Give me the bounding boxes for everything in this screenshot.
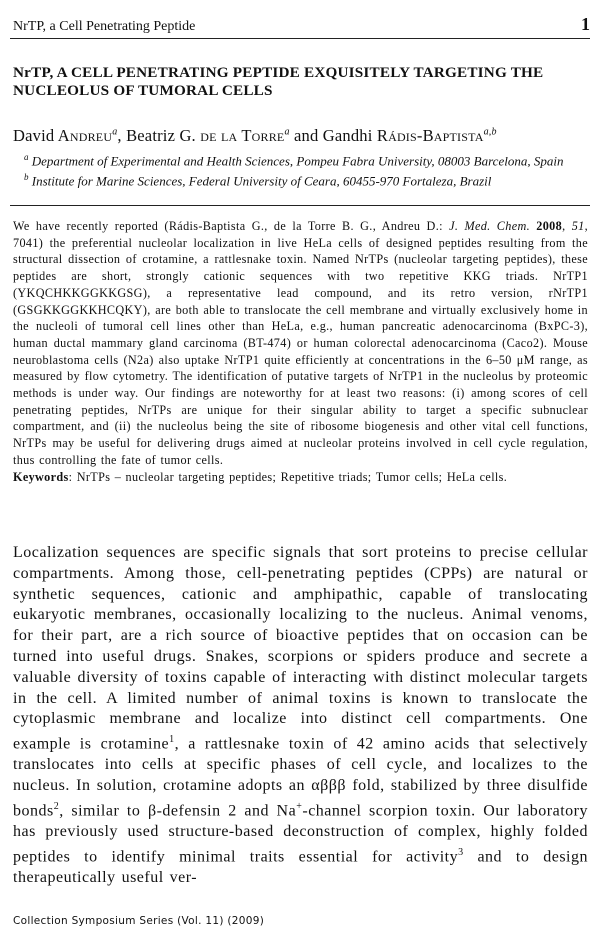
reference-3: 3 (458, 846, 464, 858)
affiliation-a: $^a$ Department of Experimental and Health Sciences, Pompeu Fabra University, 08003 Barcelona, Spain (24, 152, 564, 169)
author: Gandhi Rádis-Baptista$^{a,b}$ (322, 126, 497, 145)
running-head-title: NrTP, a Cell Penetrating Peptide (13, 19, 196, 34)
abstract: We have recently reported (Rádis-Baptista G., de la Torre B. G., Andreu D.: J. Med. Chem. 2008, 51, 7041) the preferential nucleolar localization in live HeLa cells of designed peptides resulting from the structural dissection of crotamine, a rattlesnake toxin. Named NrTPs (nucleolar targeting peptides), these peptides are short, strongly cationic sequences with two repetitive KKG triads. NrTP1 (YKQCHKKGGKKGSG), a representative lead compound, and its retro version, rNrTP1 (GSGKKGGKKHCQKY), are both able to translocate the cell membrane and virtually exclusively home in the nucleoli of tumoral cell lines other than HeLa, e.g., human pancreatic adenocarcinoma (BxPC-3), human ductal mammary gland carcinoma (BT-474) or human colorectal adenocarcinoma (Caco2). Mouse neuroblastoma cells (N2a) also uptake NrTP1 quite efficiently at concentrations in the 6–50 μM range, as measured by flow cytometry. The identification of putative targets of NrTP1 in the nucleolus by proteomic methods is under way. Our findings are noteworthy for at least two reasons: (i) among scores of cell penetrating peptides, NrTPs are unique for their singular ability to target a specific subnuclear compartment, and (ii) the nucleolus being the site of ribosome biogenesis and other vital cell functions, NrTPs may be useful for delivering drugs aimed at nucleolar proteins involved in cell cycle regulation, thus controlling the fate of tumor cells. Keywords: NrTPs – nucleolar targeting peptides; Repetitive triads; Tumor cells; HeLa cells. (13, 219, 588, 484)
article-title: NrTP, A CELL PENETRATING PEPTIDE EXQUISITELY TARGETING THE NUCLEOLUS OF TUMORAL CELLS (13, 64, 544, 99)
author-list: David Andreu$^a$, Beatriz G. de la Torre$^a$ and Gandhi Rádis-Baptista$^{a,b}$ (13, 126, 497, 145)
section-divider (10, 205, 590, 206)
header-divider (10, 38, 590, 39)
keywords: : NrTPs – nucleolar targeting peptides; Repetitive triads; Tumor cells; HeLa cells. (68, 469, 508, 484)
author: David Andreu$^a$ (13, 126, 118, 145)
reference-2: 2 (53, 800, 60, 812)
keywords-label: Keywords (13, 469, 69, 484)
body-paragraph: Localization sequences are specific signals that sort proteins to precise cellular compartments. Among those, cell-penetrating peptides (CPPs) are natural or synthetic sequences, cationic and amphipathic, capable of translocating eukaryotic membranes, occasionally localizing to the nucleus. Animal venoms, for their part, are a rich source of bioactive peptides that on occasion can be turned into useful drugs. Snakes, scorpions or spiders produce and secrete a valuable diversity of toxins capable of interacting with distinct molecular targets in the cell. A limited number of animal toxins is known to translocate the cytoplasmic membrane and localize into distinct cell compartments. One example is crotamine$^1$, a rattlesnake toxin of 42 amino acids that selectively translocates into cells at specific phases of cell cycle, and localizes to the nucleus. In solution, crotamine adopts an αβββ fold, stabilized by three disulfide bonds$^2$, similar to β-defensin 2 and Na+-channel scorpion toxin. Our laboratory has previously used structure-based deconstruction of complex, highly folded peptides to identify minimal traits essential for activity$^3$ and to design therapeutically useful ver- (13, 544, 589, 886)
running-head (13, 14, 590, 35)
author: Beatriz G. de la Torre$^a$ (126, 126, 290, 145)
affiliation-b: $^b$ Institute for Marine Sciences, Federal University of Ceara, 60455-970 Fortaleza, Brazil (24, 172, 492, 189)
reference-1: 1 (169, 734, 175, 746)
footer-series: Collection Symposium Series (Vol. 11) (2009) (13, 915, 265, 927)
page-number: 1 (581, 14, 590, 34)
